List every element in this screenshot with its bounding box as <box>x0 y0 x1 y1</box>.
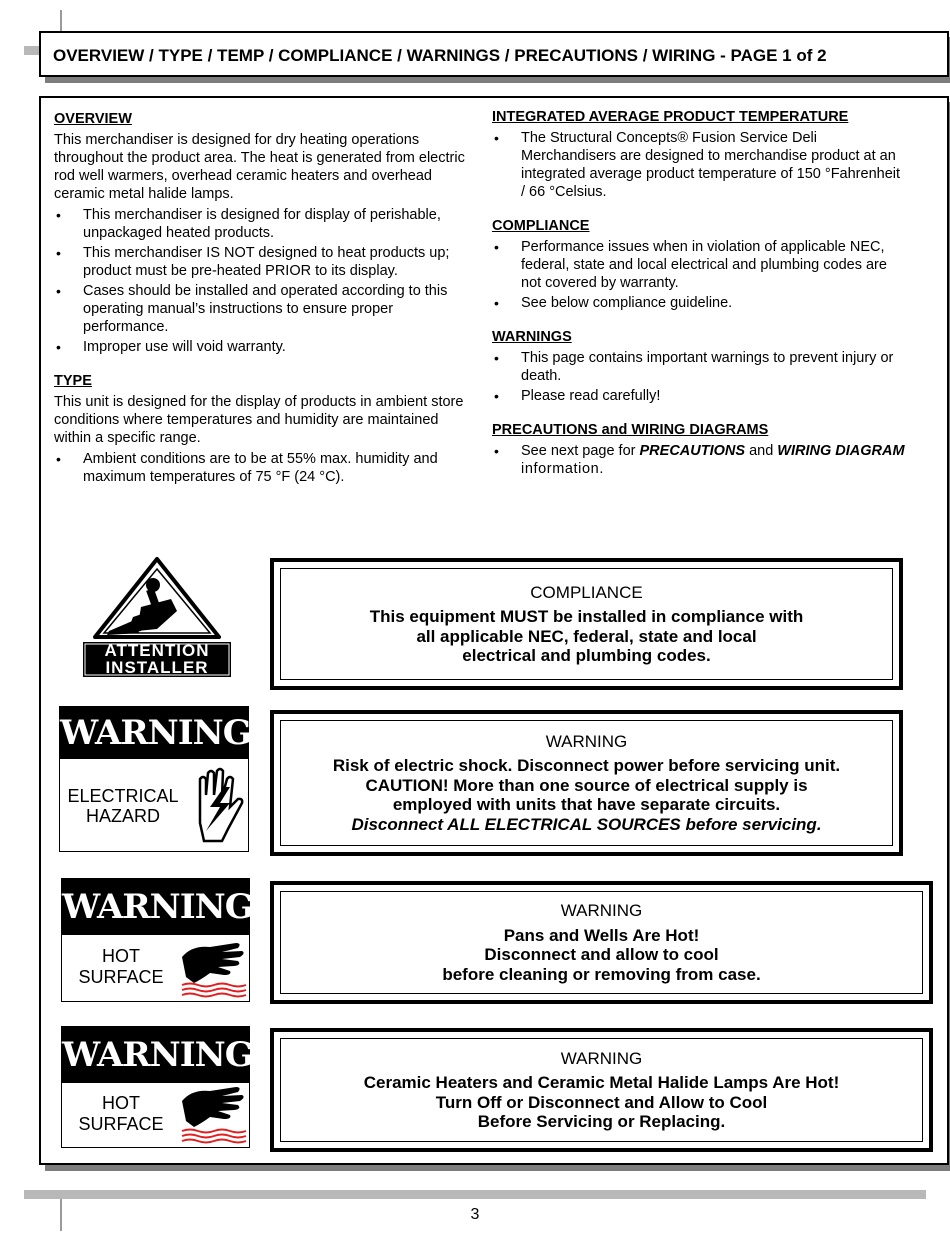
temperature-heading: INTEGRATED AVERAGE PRODUCT TEMPERATURE <box>492 109 849 125</box>
page-title-box <box>39 31 949 77</box>
attention-text: ATTENTION <box>104 641 210 660</box>
precautions-heading: PRECAUTIONS and WIRING DIAGRAMS <box>492 422 769 438</box>
electric-shock-hand-icon <box>190 767 246 845</box>
compliance-sign-title: COMPLIANCE <box>530 582 643 602</box>
compliance-bullets <box>492 238 907 312</box>
electrical-sign-line: Risk of electric shock. Disconnect power before servicing unit. <box>332 756 841 776</box>
electrical-sign-line: Disconnect ALL ELECTRICAL SOURCES before servicing. <box>351 814 822 834</box>
content-box <box>39 96 949 1165</box>
overview-bullets <box>54 206 472 356</box>
precautions-text: and <box>745 443 778 459</box>
list-item: • Improper use will void warranty. <box>54 338 472 356</box>
compliance-sign-line: electrical and plumbing codes. <box>462 646 711 665</box>
precautions-emphasis: PRECAUTIONS <box>639 443 746 459</box>
type-text: This unit is designed for the display of products in ambient store conditions where temperatures and humidity are maintained within a specific range. <box>54 394 464 446</box>
hot-surface-hand-icon <box>180 1083 248 1145</box>
hot-sign-title: WARNING <box>560 901 643 920</box>
list-item: • See below compliance guideline. <box>492 294 907 312</box>
precautions-text: information. <box>521 461 604 477</box>
list-item: • Performance issues when in violation of applicable NEC, federal, state and local electrical and plumbing codes are not covered by warranty. <box>492 238 907 292</box>
electrical-text: ELECTRICAL <box>67 786 179 806</box>
compliance-heading: COMPLIANCE <box>492 218 590 234</box>
warnings-bullets <box>492 349 907 405</box>
hot-sign-title: WARNING <box>560 1048 643 1068</box>
electrical-sign-title: WARNING <box>545 731 628 751</box>
hot-text: HOT <box>102 946 140 966</box>
compliance-sign-line: all applicable NEC, federal, state and local <box>416 626 757 646</box>
hot-surface-hand-icon <box>180 939 248 999</box>
list-item: • This merchandiser IS NOT designed to heat products up; product must be pre-heated PRIOR to its display. <box>54 244 472 280</box>
overview-heading: OVERVIEW <box>54 111 132 127</box>
warning-header: WARNING <box>60 707 248 759</box>
list-item: • Please read carefully! <box>492 387 907 405</box>
page-number: 3 <box>470 1206 480 1223</box>
surface-text: SURFACE <box>78 967 164 987</box>
type-bullets <box>54 450 472 486</box>
wiring-diagram-emphasis: WIRING DIAGRAM <box>777 443 905 459</box>
hot-text: HOT <box>102 1093 140 1113</box>
hot-sign-line: Before Servicing or Replacing. <box>477 1112 726 1131</box>
compliance-sign <box>270 558 903 690</box>
hot-surface-label-1 <box>61 878 253 1002</box>
list-item: • This page contains important warnings to prevent injury or death. <box>492 349 907 385</box>
temperature-bullets <box>492 129 907 201</box>
overview-text: This merchandiser is designed for dry heating operations throughout the product area. The heat is generated from electric rod well warmers, overhead ceramic heaters and overhead ceramic metal halide lamps. <box>54 132 465 202</box>
hot-heaters-warning-sign <box>270 1028 933 1152</box>
bottom-horizontal-rule <box>24 1190 926 1199</box>
electrical-sign-line: employed with units that have separate circuits. <box>392 795 781 815</box>
electrical-warning-sign <box>270 710 903 856</box>
hot-surface-label-2 <box>61 1026 253 1148</box>
attention-installer-label <box>79 553 235 681</box>
warning-header: WARNING <box>62 879 249 935</box>
list-item: • The Structural Concepts® Fusion Service Deli Merchandisers are designed to merchandise product at an integrated average product temperature of 150 °Fahrenheit / 66 °Celsius. <box>492 129 907 201</box>
precautions-bullets <box>492 442 907 478</box>
compliance-sign-line: This equipment MUST be installed in compliance with <box>369 607 804 626</box>
warning-header: WARNING <box>62 1027 249 1083</box>
list-item <box>492 442 907 478</box>
electrical-hazard-label <box>59 706 249 852</box>
hot-sign-line: Pans and Wells Are Hot! <box>503 925 700 945</box>
list-item: • Cases should be installed and operated according to this operating manual’s instructions to ensure proper performance. <box>54 282 472 336</box>
hot-sign-line: Ceramic Heaters and Ceramic Metal Halide Lamps Are Hot! <box>363 1073 840 1092</box>
hot-sign-line: Turn Off or Disconnect and Allow to Cool <box>435 1092 768 1112</box>
type-heading: TYPE <box>54 373 92 389</box>
surface-text: SURFACE <box>78 1114 164 1134</box>
list-item: • Ambient conditions are to be at 55% max. humidity and maximum temperatures of 75 °F (24 °C). <box>54 450 472 486</box>
list-item: • This merchandiser is designed for display of perishable, unpackaged heated products. <box>54 206 472 242</box>
left-column <box>54 110 472 488</box>
hot-sign-line: Disconnect and allow to cool <box>484 945 719 964</box>
right-column <box>492 108 907 480</box>
warnings-heading: WARNINGS <box>492 329 572 345</box>
page-title: OVERVIEW / TYPE / TEMP / COMPLIANCE / WARNINGS / PRECAUTIONS / WIRING - PAGE 1 of 2 <box>53 46 827 65</box>
precautions-text: See next page for <box>521 443 640 459</box>
electrical-sign-line: CAUTION! More than one source of electrical supply is <box>365 775 808 795</box>
hazard-text: HAZARD <box>85 806 160 826</box>
hot-sign-line: before cleaning or removing from case. <box>442 964 761 984</box>
hot-pans-warning-sign <box>270 881 933 1004</box>
installer-text: INSTALLER <box>105 658 209 677</box>
